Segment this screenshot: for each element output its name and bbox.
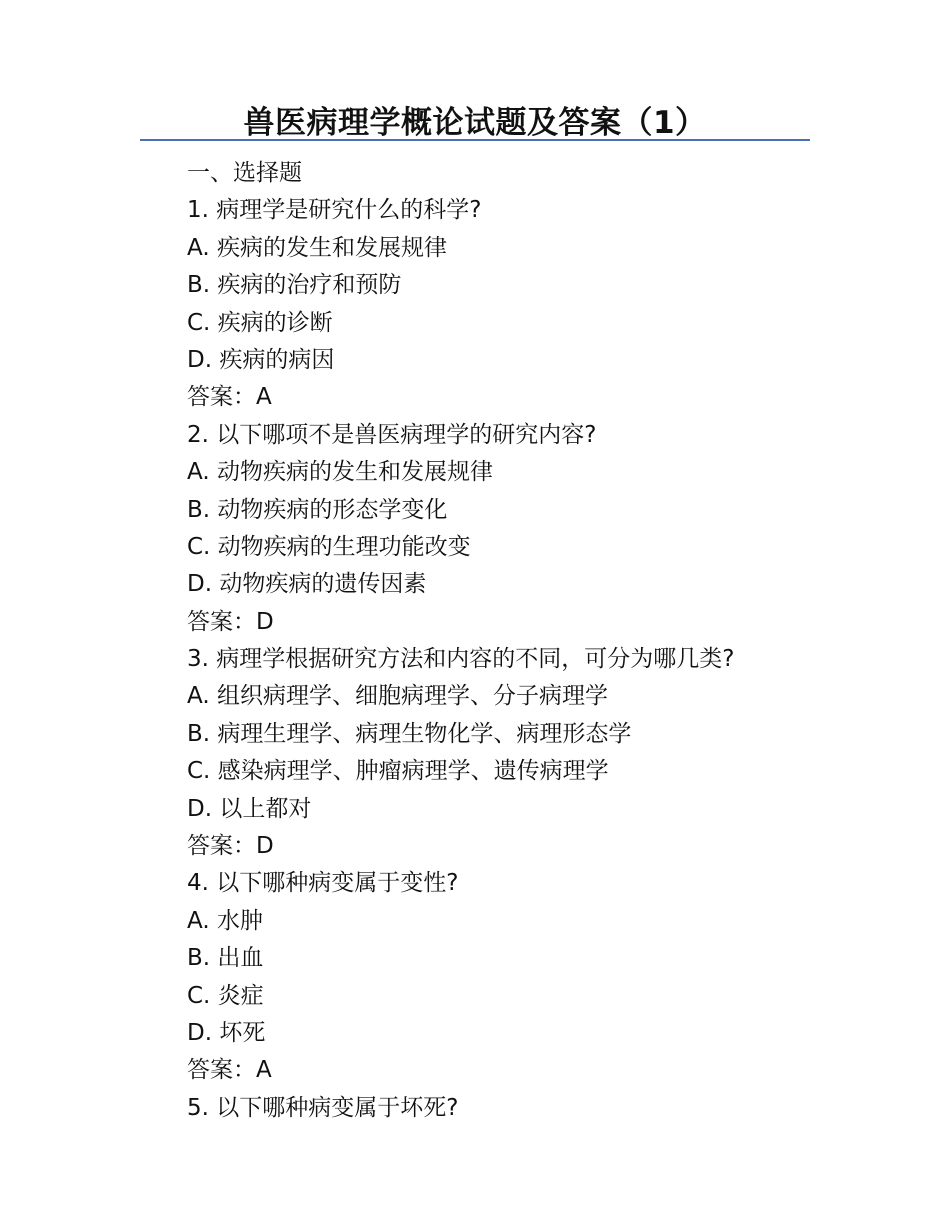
question-1-option-c: C. 疾病的诊断 — [187, 309, 333, 336]
question-4-option-a: A. 水肿 — [187, 907, 263, 934]
question-2-option-c: C. 动物疾病的生理功能改变 — [187, 533, 471, 560]
document-title: 兽医病理学概论试题及答案（1） — [243, 105, 707, 141]
question-5: 5. 以下哪种病变属于坏死? — [187, 1094, 459, 1121]
question-1-option-d: D. 疾病的病因 — [187, 346, 335, 373]
question-2: 2. 以下哪项不是兽医病理学的研究内容? — [187, 421, 597, 448]
question-1-option-b: B. 疾病的治疗和预防 — [187, 272, 402, 299]
question-4-answer: 答案：A — [187, 1057, 272, 1084]
question-1: 1. 病理学是研究什么的科学? — [187, 197, 482, 224]
section-heading: 一、选择题 — [187, 160, 302, 186]
question-4-option-b: B. 出血 — [187, 945, 264, 972]
question-3-option-b: B. 病理生理学、病理生物化学、病理形态学 — [187, 720, 632, 747]
question-1-option-a: A. 疾病的发生和发展规律 — [187, 234, 447, 261]
question-2-option-d: D. 动物疾病的遗传因素 — [187, 571, 427, 598]
title-underline — [140, 139, 810, 141]
question-4-option-d: D. 坏死 — [187, 1019, 266, 1046]
question-2-option-b: B. 动物疾病的形态学变化 — [187, 496, 448, 523]
question-3-answer: 答案：D — [187, 833, 274, 860]
question-2-option-a: A. 动物疾病的发生和发展规律 — [187, 459, 493, 486]
question-2-answer: 答案：D — [187, 608, 274, 635]
question-3-option-a: A. 组织病理学、细胞病理学、分子病理学 — [187, 683, 608, 710]
question-3-option-c: C. 感染病理学、肿瘤病理学、遗传病理学 — [187, 758, 609, 785]
question-4-option-c: C. 炎症 — [187, 982, 264, 1009]
question-3: 3. 病理学根据研究方法和内容的不同，可分为哪几类? — [187, 646, 735, 673]
question-4: 4. 以下哪种病变属于变性? — [187, 870, 459, 897]
question-1-answer: 答案：A — [187, 384, 272, 411]
document-body — [187, 155, 887, 1127]
question-3-option-d: D. 以上都对 — [187, 795, 312, 822]
